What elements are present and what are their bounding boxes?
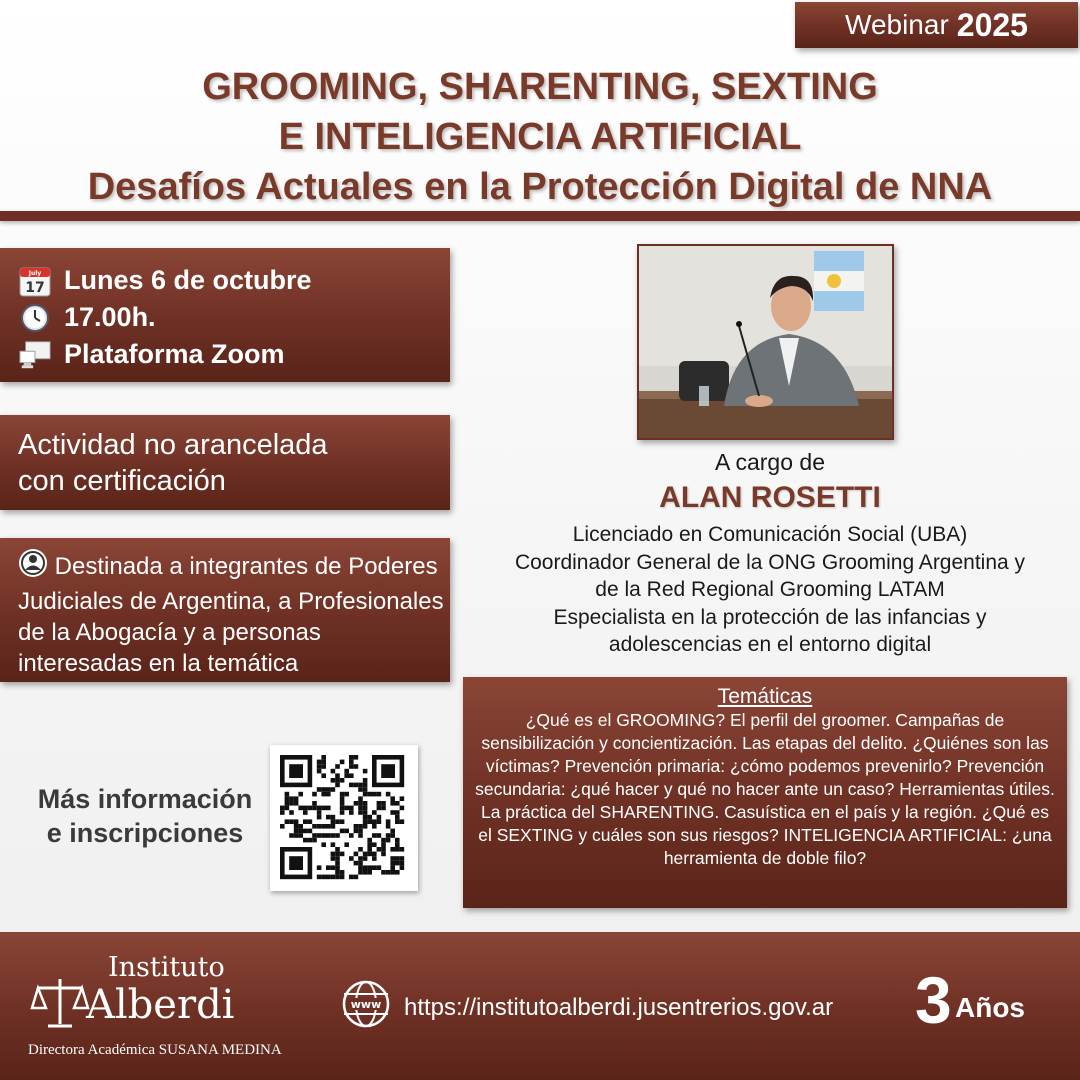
- clock-icon: [18, 302, 52, 334]
- title-line-2: E INTELIGENCIA ARTIFICIAL: [278, 116, 802, 158]
- logo-text-alberdi: Alberdi: [86, 982, 235, 1028]
- speaker-bio-line: de la Red Regional Grooming LATAM: [595, 578, 945, 601]
- fee-panel: [0, 415, 450, 510]
- event-platform-row: [18, 336, 450, 373]
- website-link[interactable]: [342, 980, 833, 1035]
- header-divider: [0, 211, 1080, 221]
- speaker-photo: [637, 244, 894, 440]
- director-credit: Directora Académica SUSANA MEDINA: [28, 1042, 282, 1058]
- anniversary-number: 3: [915, 963, 952, 1037]
- webinar-badge: [795, 2, 1078, 48]
- monitor-icon: [18, 339, 52, 371]
- institute-logo: [30, 952, 300, 1042]
- speaker-bio-line: Especialista en la protección de las infancias y: [553, 605, 987, 629]
- more-info-line-1: Más información: [37, 784, 253, 814]
- user-icon: [18, 548, 48, 586]
- svg-text:www: www: [350, 998, 382, 1011]
- event-time: 17.00h.: [64, 302, 156, 332]
- topics-text: ¿Qué es el GROOMING? El perfil del groomer. Campañas de sensibilización y concientización. Las etapas del delito. ¿Quiénes son las víctimas? Prevención primaria: ¿cómo podemos prevenirlo? Prevención secundaria: ¿qué hacer y qué no hacer ante un caso? Herramientas útiles. La práctica del SHARENTING. Casuística en el país y la región. ¿Qué es el SEXTING y cuáles son sus riesgos? INTELIGENCIA ARTIFICIAL: ¿una herramienta de doble filo?: [475, 710, 1055, 868]
- badge-year: 2025: [956, 6, 1028, 43]
- svg-text:July: July: [28, 269, 42, 277]
- event-date-row: [18, 262, 450, 299]
- topics-panel: [463, 677, 1067, 908]
- speaker-info: [460, 447, 1080, 659]
- anniversary-label: Años: [955, 992, 1025, 1023]
- speaker-name: ALAN ROSETTI: [659, 481, 881, 514]
- footer: [0, 932, 1080, 1080]
- logo-scales-icon: [30, 974, 90, 1039]
- speaker-intro: A cargo de: [715, 449, 825, 475]
- topics-heading: Temáticas: [717, 685, 813, 708]
- website-url[interactable]: https://institutoalberdi.jusentrerios.gov.ar: [404, 993, 834, 1021]
- event-platform: Plataforma Zoom: [64, 339, 285, 369]
- speaker-bio-line: adolescencias en el entorno digital: [608, 633, 932, 656]
- speaker-bio-line: Coordinador General de la ONG Grooming Argentina y: [514, 550, 1026, 574]
- more-info-label: [20, 782, 270, 850]
- audience-panel: [0, 538, 450, 682]
- fee-line-1: Actividad no arancelada: [18, 429, 328, 461]
- title-line-1: GROOMING, SHARENTING, SEXTING: [202, 66, 878, 108]
- logo-text-instituto: Instituto: [108, 952, 225, 983]
- calendar-icon: [18, 265, 52, 297]
- svg-text:17: 17: [25, 279, 45, 296]
- speaker-bio-line: Licenciado en Comunicación Social (UBA): [572, 523, 968, 546]
- event-date: Lunes 6 de octubre: [64, 265, 312, 295]
- badge-label: Webinar: [845, 9, 949, 40]
- anniversary-logo: [915, 963, 1040, 1038]
- event-details-panel: [0, 248, 450, 382]
- more-info-line-2: e inscripciones: [46, 818, 244, 848]
- title-line-3: Desafíos Actuales en la Protección Digital de NNA: [87, 166, 993, 208]
- audience-text: Destinada a integrantes de Poderes Judiciales de Argentina, a Profesionales de la Abogacía y a personas interesadas en la temática: [18, 553, 444, 677]
- qr-code[interactable]: [270, 745, 418, 891]
- event-time-row: [18, 299, 450, 336]
- speaker-bio: [460, 521, 1080, 659]
- globe-icon: [342, 980, 390, 1035]
- page-title: [0, 62, 1080, 212]
- fee-line-2: con certificación: [18, 465, 226, 497]
